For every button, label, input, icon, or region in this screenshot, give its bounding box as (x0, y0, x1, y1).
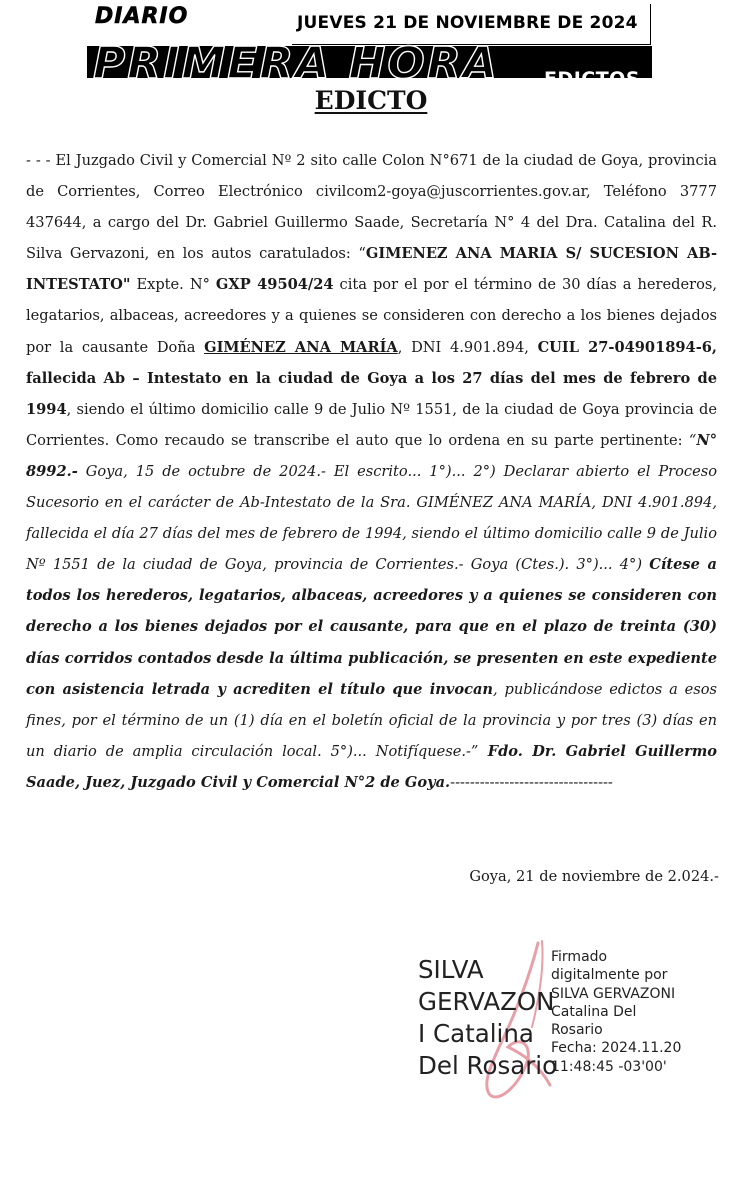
resolution-number: N° 8992.- (26, 431, 717, 480)
signature-info-line: 11:48:45 -03'00' (551, 1058, 667, 1075)
signature-info-line: SILVA GERVAZONI (551, 985, 676, 1002)
resolution-text: Goya, 15 de octubre de 2024.- El escrito... 1°)... 2°) Declarar abierto el Proceso Sucesorio en el carácter de Ab-Intestato de la Sra. GIMÉNEZ ANA MARÍA, DNI 4.901.894, fallecida el día 27 días del mes de febrero de 1994, siendo el último domicilio calle 9 de Julio Nº 1551 de la ciudad de Goya, provincia de Corrientes.- Goya (Ctes.). 3°)... 4°) (26, 462, 717, 574)
body-segment: cita por el por el término de 30 días a herederos, legatarios, albaceas, acreedores y a quienes se consideren con derecho a los bienes dejados por la causante Doña (26, 276, 717, 356)
body-segment: , DNI 4.901.894, (397, 338, 538, 356)
signature-info-line: Firmado (551, 949, 608, 965)
signature-info-line: digitalmente por (551, 967, 668, 984)
city-date: Goya, 21 de noviembre de 2.024.- (469, 868, 719, 885)
summons-text: Cítese a todos los herederos, legatarios, albaceas, acreedores y a quienes se consideren con derecho a los bienes dejados por el causante, para que en el plazo de treinta (30) días corridos contados desde la última publicación, se presenten en este expediente con asistencia letrada y acrediten el título que invocan (26, 556, 717, 698)
masthead-band (87, 38, 652, 90)
masthead-logo-small: DIARIO (95, 4, 189, 29)
masthead-logo-big: PRIMERA HORA (93, 38, 499, 89)
case-title: GIMENEZ ANA MARIA S/ SUCESION AB-INTESTATO" (26, 245, 718, 294)
signer-name-line: Del Rosario (418, 1051, 558, 1080)
dash-line: --------------------------------- (450, 773, 613, 791)
body-segment: - - - El Juzgado Civil y Comercial Nº 2 sito calle Colon N°671 de la ciudad de Goya, provincia de Corrientes, Correo Electrónico civilcom2-goya@juscorrientes.gov.ar, Teléfono 3777 437644, a cargo del Dr. Gabriel Guillermo Saade, Secretaría N° 4 del Dra. Catalina del R. Silva Gervazoni, en los autos caratulados: “ (26, 152, 717, 263)
signer-name-line: I Catalina (418, 1019, 534, 1048)
signer-name-line: SILVA (418, 955, 484, 984)
signed-by: Fdo. Dr. Gabriel Guillermo Saade, Juez, Juzgado Civil y Comercial N°2 de Goya. (26, 742, 717, 791)
signature-info-line: Catalina Del (551, 1003, 637, 1020)
masthead-date: JUEVES 21 DE NOVIEMBRE DE 2024 (297, 13, 638, 33)
edict-body (26, 145, 717, 798)
digital-signature-info (551, 948, 681, 1076)
quote-open: “ (688, 431, 697, 449)
masthead-section: EDICTOS (543, 68, 640, 90)
file-number: GXP 49504/24 (215, 276, 334, 294)
signer-name (418, 954, 557, 1082)
body-segment: Expte. N° (130, 276, 216, 294)
page-title: EDICTO (314, 86, 428, 115)
signature-info-line: Rosario (551, 1022, 603, 1039)
deceased-name: GIMÉNEZ ANA MARÍA (204, 338, 398, 356)
deceased-details: CUIL 27-04901894-6, fallecida Ab – Intestato en la ciudad de Goya a los 27 días del mes de febrero de 1994 (26, 338, 717, 418)
signature-info-line: Fecha: 2024.11.20 (551, 1040, 682, 1057)
resolution-closing: , publicándose edictos a esos fines, por el término de un (1) día en el boletín oficial de la provincia y por tres (3) días en un diario de amplia circulación local. 5°)... Notifíquese.-” (26, 680, 717, 760)
signer-name-line: GERVAZON (418, 987, 555, 1016)
newspaper-masthead (87, 4, 652, 90)
body-segment: , siendo el último domicilio calle 9 de Julio Nº 1551, de la ciudad de Goya provincia de Corrientes. Como recaudo se transcribe el auto que lo ordena en su parte pertinente: (26, 400, 717, 449)
